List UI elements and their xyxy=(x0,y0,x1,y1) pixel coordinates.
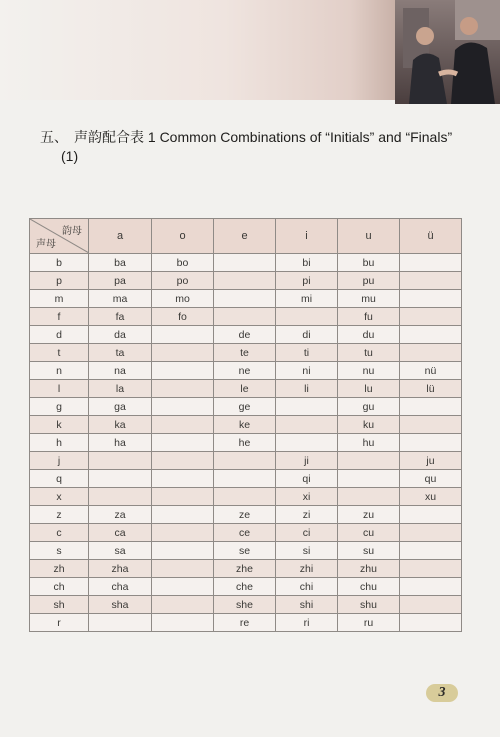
initial-cell: b xyxy=(30,254,89,272)
table-row xyxy=(30,362,462,380)
initial-cell: d xyxy=(30,326,89,344)
syllable-cell xyxy=(338,470,400,488)
section-number: 五、 xyxy=(40,129,68,145)
syllable-cell xyxy=(152,578,214,596)
syllable-cell xyxy=(152,326,214,344)
syllable-cell: bu xyxy=(338,254,400,272)
syllable-cell: po xyxy=(152,272,214,290)
syllable-cell xyxy=(400,560,462,578)
syllable-cell: da xyxy=(89,326,152,344)
syllable-cell: qi xyxy=(276,470,338,488)
table-row xyxy=(30,308,462,326)
syllable-cell xyxy=(400,290,462,308)
syllable-cell: lü xyxy=(400,380,462,398)
business-handshake-photo xyxy=(395,0,500,104)
table-row xyxy=(30,596,462,614)
syllable-cell xyxy=(152,416,214,434)
table-row xyxy=(30,524,462,542)
syllable-cell: ta xyxy=(89,344,152,362)
syllable-cell: pa xyxy=(89,272,152,290)
syllable-cell: ri xyxy=(276,614,338,632)
syllable-cell xyxy=(400,326,462,344)
section-title-text: 声韵配合表 1 Common Combinations of “Initials” and “Finals” xyxy=(74,129,453,145)
syllable-cell: bo xyxy=(152,254,214,272)
syllable-cell: hu xyxy=(338,434,400,452)
syllable-cell: du xyxy=(338,326,400,344)
syllable-cell: li xyxy=(276,380,338,398)
syllable-cell xyxy=(338,452,400,470)
syllable-cell: re xyxy=(214,614,276,632)
syllable-cell: nu xyxy=(338,362,400,380)
syllable-cell: zi xyxy=(276,506,338,524)
syllable-cell: de xyxy=(214,326,276,344)
syllable-cell xyxy=(152,380,214,398)
column-header: o xyxy=(152,219,214,254)
syllable-cell xyxy=(89,452,152,470)
table-row xyxy=(30,614,462,632)
syllable-cell: ze xyxy=(214,506,276,524)
initial-cell: g xyxy=(30,398,89,416)
syllable-cell xyxy=(214,452,276,470)
syllable-cell: cha xyxy=(89,578,152,596)
syllable-cell: ru xyxy=(338,614,400,632)
syllable-cell xyxy=(214,308,276,326)
syllable-cell xyxy=(152,542,214,560)
initial-cell: f xyxy=(30,308,89,326)
syllable-cell xyxy=(89,470,152,488)
column-header: a xyxy=(89,219,152,254)
syllable-cell xyxy=(400,614,462,632)
syllable-cell: sa xyxy=(89,542,152,560)
syllable-cell: za xyxy=(89,506,152,524)
syllable-cell: ha xyxy=(89,434,152,452)
syllable-cell xyxy=(400,506,462,524)
syllable-cell: ji xyxy=(276,452,338,470)
syllable-cell xyxy=(400,542,462,560)
syllable-cell xyxy=(400,524,462,542)
syllable-cell xyxy=(152,452,214,470)
syllable-cell: lu xyxy=(338,380,400,398)
initial-cell: j xyxy=(30,452,89,470)
syllable-cell: mu xyxy=(338,290,400,308)
table-row xyxy=(30,542,462,560)
syllable-cell xyxy=(338,488,400,506)
syllable-cell xyxy=(400,398,462,416)
syllable-cell xyxy=(152,488,214,506)
syllable-cell: di xyxy=(276,326,338,344)
initial-cell: p xyxy=(30,272,89,290)
syllable-cell xyxy=(152,434,214,452)
syllable-cell: zhu xyxy=(338,560,400,578)
syllable-cell xyxy=(152,506,214,524)
syllable-cell: ju xyxy=(400,452,462,470)
syllable-cell: ga xyxy=(89,398,152,416)
table-row xyxy=(30,488,462,506)
syllable-cell: ce xyxy=(214,524,276,542)
table-row xyxy=(30,416,462,434)
syllable-cell xyxy=(276,416,338,434)
initials-label: 声母 xyxy=(36,239,56,250)
syllable-cell: chu xyxy=(338,578,400,596)
syllable-cell xyxy=(152,344,214,362)
syllable-cell: ba xyxy=(89,254,152,272)
syllable-cell: mo xyxy=(152,290,214,308)
syllable-cell xyxy=(400,308,462,326)
table-row xyxy=(30,470,462,488)
syllable-cell: zhi xyxy=(276,560,338,578)
syllable-cell: shu xyxy=(338,596,400,614)
initial-cell: t xyxy=(30,344,89,362)
table-row xyxy=(30,290,462,308)
syllable-cell xyxy=(276,398,338,416)
syllable-cell xyxy=(152,398,214,416)
syllable-cell xyxy=(214,470,276,488)
syllable-cell xyxy=(152,524,214,542)
syllable-cell: xu xyxy=(400,488,462,506)
syllable-cell: fa xyxy=(89,308,152,326)
syllable-cell: su xyxy=(338,542,400,560)
syllable-cell: ci xyxy=(276,524,338,542)
table-row xyxy=(30,398,462,416)
column-header: ü xyxy=(400,219,462,254)
syllable-cell: ma xyxy=(89,290,152,308)
syllable-cell xyxy=(400,416,462,434)
initial-cell: m xyxy=(30,290,89,308)
table-row xyxy=(30,326,462,344)
syllable-cell: ka xyxy=(89,416,152,434)
initial-cell: h xyxy=(30,434,89,452)
initial-cell: q xyxy=(30,470,89,488)
table-row xyxy=(30,272,462,290)
initial-cell: s xyxy=(30,542,89,560)
initial-cell: c xyxy=(30,524,89,542)
table-row xyxy=(30,344,462,362)
syllable-cell: gu xyxy=(338,398,400,416)
syllable-cell: ge xyxy=(214,398,276,416)
syllable-cell xyxy=(152,362,214,380)
section-title xyxy=(40,127,480,147)
table-row xyxy=(30,452,462,470)
syllable-cell xyxy=(400,578,462,596)
initial-cell: sh xyxy=(30,596,89,614)
table-row xyxy=(30,578,462,596)
syllable-cell: ti xyxy=(276,344,338,362)
syllable-cell: fu xyxy=(338,308,400,326)
syllable-cell xyxy=(214,488,276,506)
syllable-cell xyxy=(276,434,338,452)
syllable-cell xyxy=(400,254,462,272)
finals-label: 韵母 xyxy=(62,226,82,237)
syllable-cell xyxy=(89,488,152,506)
syllable-cell: chi xyxy=(276,578,338,596)
syllable-cell: na xyxy=(89,362,152,380)
table-row xyxy=(30,506,462,524)
column-header: i xyxy=(276,219,338,254)
syllable-cell xyxy=(89,614,152,632)
syllable-cell: qu xyxy=(400,470,462,488)
syllable-cell xyxy=(152,470,214,488)
table-row xyxy=(30,560,462,578)
syllable-cell: che xyxy=(214,578,276,596)
syllable-cell: te xyxy=(214,344,276,362)
syllable-cell: he xyxy=(214,434,276,452)
syllable-cell xyxy=(400,344,462,362)
syllable-cell: zha xyxy=(89,560,152,578)
syllable-cell xyxy=(152,614,214,632)
syllable-cell: si xyxy=(276,542,338,560)
syllable-cell: sha xyxy=(89,596,152,614)
syllable-cell: bi xyxy=(276,254,338,272)
syllable-cell: she xyxy=(214,596,276,614)
syllable-cell xyxy=(152,560,214,578)
table-row xyxy=(30,380,462,398)
initial-cell: ch xyxy=(30,578,89,596)
section-subtitle: (1) xyxy=(61,148,79,164)
page-number-badge: 3 xyxy=(426,684,458,702)
syllable-cell: ni xyxy=(276,362,338,380)
syllable-cell xyxy=(400,596,462,614)
syllable-cell xyxy=(400,272,462,290)
table-header-row xyxy=(30,219,462,254)
table-row xyxy=(30,254,462,272)
syllable-cell xyxy=(214,254,276,272)
syllable-cell xyxy=(214,272,276,290)
initial-cell: zh xyxy=(30,560,89,578)
syllable-cell: fo xyxy=(152,308,214,326)
initials-finals-table xyxy=(29,218,462,632)
syllable-cell: cu xyxy=(338,524,400,542)
syllable-cell: pu xyxy=(338,272,400,290)
syllable-cell: la xyxy=(89,380,152,398)
syllable-cell: se xyxy=(214,542,276,560)
initial-cell: x xyxy=(30,488,89,506)
syllable-cell: ca xyxy=(89,524,152,542)
syllable-cell: ne xyxy=(214,362,276,380)
corner-header-cell xyxy=(30,219,89,254)
syllable-cell: tu xyxy=(338,344,400,362)
initial-cell: k xyxy=(30,416,89,434)
syllable-cell xyxy=(152,596,214,614)
syllable-cell: mi xyxy=(276,290,338,308)
syllable-cell: nü xyxy=(400,362,462,380)
syllable-cell xyxy=(214,290,276,308)
syllable-cell: ku xyxy=(338,416,400,434)
table-row xyxy=(30,434,462,452)
initial-cell: z xyxy=(30,506,89,524)
initial-cell: n xyxy=(30,362,89,380)
syllable-cell: pi xyxy=(276,272,338,290)
column-header: e xyxy=(214,219,276,254)
syllable-cell xyxy=(276,308,338,326)
initial-cell: l xyxy=(30,380,89,398)
syllable-cell: zu xyxy=(338,506,400,524)
syllable-cell: le xyxy=(214,380,276,398)
syllable-cell: shi xyxy=(276,596,338,614)
syllable-cell: zhe xyxy=(214,560,276,578)
syllable-cell: xi xyxy=(276,488,338,506)
column-header: u xyxy=(338,219,400,254)
syllable-cell: ke xyxy=(214,416,276,434)
initial-cell: r xyxy=(30,614,89,632)
syllable-cell xyxy=(400,434,462,452)
